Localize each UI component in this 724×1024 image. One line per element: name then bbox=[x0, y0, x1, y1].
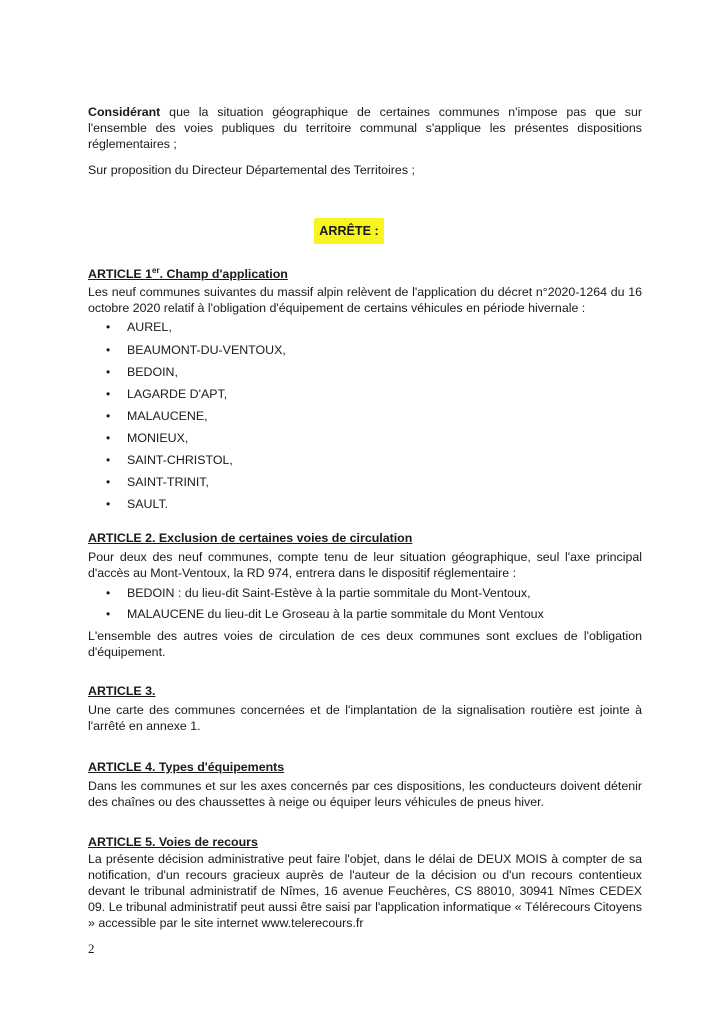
list-item: LAGARDE D'APT, bbox=[127, 387, 228, 401]
considerant-lead: Considérant bbox=[88, 105, 161, 119]
list-item: BEDOIN, bbox=[127, 365, 178, 379]
list-item: MALAUCENE du lieu-dit Le Groseau à la partie sommitale du Mont Ventoux bbox=[127, 607, 544, 621]
article-2-intro: Pour deux des neuf communes, compte tenu de leur situation géographique, seul l'axe principal d'accès au Mont-Ventoux, la RD 974, entrera dans le dispositif réglementaire : bbox=[88, 550, 642, 580]
article-3-title: ARTICLE 3. bbox=[88, 684, 156, 698]
article-4-text: Dans les communes et sur les axes concernés par ces dispositions, les conducteurs doivent détenir des chaînes ou des chaussettes à neige ou équiper leurs véhicules de pneus hiver. bbox=[88, 779, 642, 809]
list-bullet: • bbox=[106, 320, 111, 334]
article-5-text: La présente décision administrative peut faire l'objet, dans le délai de DEUX MOIS à compter de sa notification, d'un recours gracieux auprès de l'auteur de la décision ou d'un recours contentieux devant le tribunal administratif de Nîmes, 16 avenue Feuchères, CS 88010, 30941 Nîmes CEDEX 09. Le tribunal administratif peut aussi être saisi par l'application informatique « Télérecours Citoyens » accessible par le site internet www.telerecours.fr bbox=[88, 852, 642, 930]
list-bullet: • bbox=[106, 497, 111, 511]
list-bullet: • bbox=[106, 343, 111, 357]
list-item: SAINT-TRINIT, bbox=[127, 475, 209, 489]
article-1-title bbox=[88, 266, 288, 281]
list-bullet: • bbox=[106, 365, 111, 379]
list-item: SAULT. bbox=[127, 497, 169, 511]
considerant-paragraph bbox=[88, 104, 642, 152]
page-number: 2 bbox=[88, 941, 95, 956]
proposition-paragraph: Sur proposition du Directeur Départemental des Territoires ; bbox=[88, 163, 415, 177]
list-bullet: • bbox=[106, 607, 111, 621]
article-1-title-sup: er bbox=[152, 266, 160, 275]
list-item: AUREL, bbox=[127, 320, 172, 334]
list-bullet: • bbox=[106, 431, 111, 445]
list-bullet: • bbox=[106, 387, 111, 401]
article-4-title: ARTICLE 4. Types d'équipements bbox=[88, 760, 285, 774]
article-3-text: Une carte des communes concernées et de l'implantation de la signalisation routière est jointe à l'arrêté en annexe 1. bbox=[88, 703, 642, 733]
article-1-title-suffix: . Champ d'application bbox=[159, 267, 288, 282]
article-1-intro: Les neuf communes suivantes du massif alpin relèvent de l'application du décret n°2020-1264 du 16 octobre 2020 relatif à l'obligation d'équipement de certains véhicules en période hivernale : bbox=[88, 285, 642, 315]
article-2-title: ARTICLE 2. Exclusion de certaines voies de circulation bbox=[88, 531, 413, 545]
list-bullet: • bbox=[106, 453, 111, 467]
list-item: MALAUCENE, bbox=[127, 409, 208, 423]
list-bullet: • bbox=[106, 475, 111, 489]
considerant-text: que la situation géographique de certaines communes n'impose pas que sur l'ensemble des voies publiques du territoire communal s'applique les présentes dispositions réglementaires ; bbox=[88, 105, 642, 151]
list-item: BEDOIN : du lieu-dit Saint-Estève à la partie sommitale du Mont-Ventoux, bbox=[127, 586, 531, 600]
article-2-conclusion: L'ensemble des autres voies de circulation de ces deux communes sont exclues de l'obligation d'équipement. bbox=[88, 629, 642, 659]
arrete-heading: ARRÊTE : bbox=[314, 218, 384, 244]
list-item: SAINT-CHRISTOL, bbox=[127, 453, 233, 467]
list-item: MONIEUX, bbox=[127, 431, 189, 445]
list-bullet: • bbox=[106, 409, 111, 423]
list-item: BEAUMONT-DU-VENTOUX, bbox=[127, 343, 286, 357]
article-1-title-prefix: ARTICLE 1 bbox=[88, 267, 153, 282]
article-5-title: ARTICLE 5. Voies de recours bbox=[88, 835, 258, 849]
list-bullet: • bbox=[106, 586, 111, 600]
